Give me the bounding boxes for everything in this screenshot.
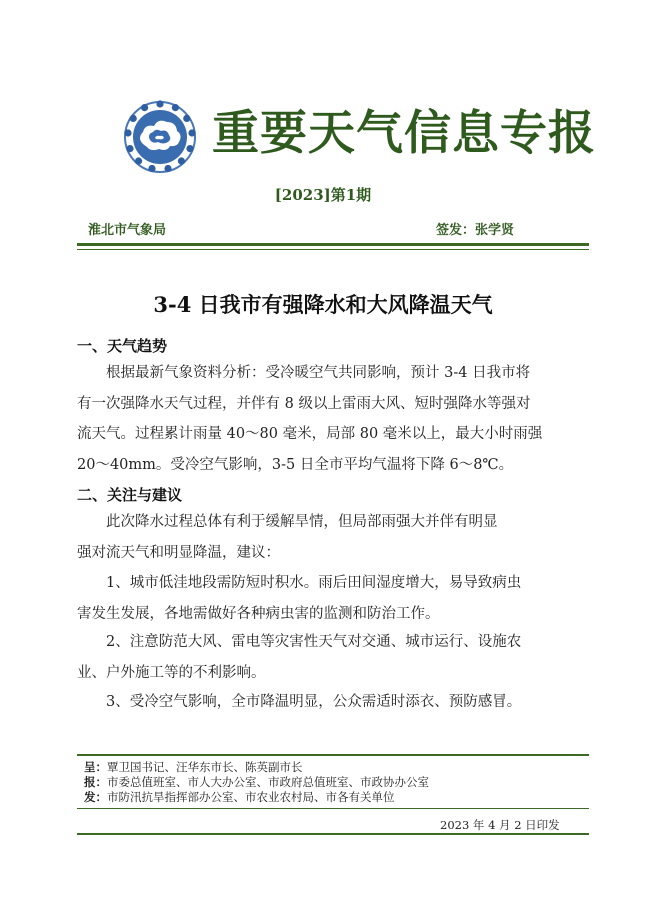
distribution-label: 呈： xyxy=(84,760,107,774)
trend-line: 根据最新气象资料分析：受冷暖空气共同影响，预计 3-4 日我市将 xyxy=(106,365,531,381)
section-heading-advice: 二、关注与建议 xyxy=(77,486,183,504)
section-heading-trend: 一、天气趋势 xyxy=(77,337,168,355)
signer: 签发：张学贤 xyxy=(436,223,515,238)
issuing-agency: 淮北市气象局 xyxy=(88,223,167,238)
meteorology-logo-icon xyxy=(123,100,197,174)
advice-line: 3、受冷空气影响，全市降温明显，公众需适时添衣、预防感冒。 xyxy=(106,694,522,710)
trend-line: 流天气。过程累计雨量 40～80 毫米，局部 80 毫米以上，最大小时雨强 xyxy=(77,426,543,442)
advice-intro-paragraph xyxy=(77,507,585,568)
printed-date: 2023 年 4 月 2 日印发 xyxy=(440,818,560,832)
trend-line: 有一次强降水天气过程，并伴有 8 级以上雷雨大风、短时强降水等强对 xyxy=(77,395,531,412)
footer-rule-bottom xyxy=(77,833,589,835)
advice-item-3 xyxy=(77,687,585,718)
distribution-text: 市防汛抗旱指挥部办公室、市农业农村局、市各有关单位 xyxy=(107,790,395,804)
report-title: 重要天气信息专报 xyxy=(212,106,596,161)
advice-line: 此次降水过程总体有利于缓解旱情，但局部雨强大并伴有明显 xyxy=(106,514,498,530)
footer-rule-middle xyxy=(77,808,589,809)
advice-item-1 xyxy=(77,568,585,629)
distribution-label: 报： xyxy=(84,775,107,789)
distribution-text: 覃卫国书记、汪华东市长、陈英副市长 xyxy=(107,760,303,774)
header-rule-thick xyxy=(77,243,589,246)
distribution-row-report xyxy=(84,774,429,790)
advice-line: 2、注意防范大风、雷电等灾害性天气对交通、城市运行、设施农 xyxy=(106,634,522,650)
header-rule-thin xyxy=(77,249,589,250)
advice-line: 强对流天气和明显降温，建议： xyxy=(77,544,280,561)
distribution-row-present xyxy=(84,759,303,775)
advice-item-2 xyxy=(77,627,585,688)
advice-line: 业、户外施工等的不利影响。 xyxy=(77,664,266,681)
advice-line: 1、城市低洼地段需防短时积水。雨后田间湿度增大，易导致病虫 xyxy=(106,575,522,591)
distribution-label: 发： xyxy=(84,790,107,804)
headline: 3-4 日我市有强降水和大风降温天气 xyxy=(153,292,493,317)
footer-rule-top xyxy=(77,754,589,756)
advice-line: 害发生发展，各地需做好各种病虫害的监测和防治工作。 xyxy=(77,605,440,622)
trend-line: 20～40mm。受冷空气影响，3-5 日全市平均气温将下降 6～8℃。 xyxy=(77,456,514,473)
trend-paragraph xyxy=(77,358,585,480)
issue-number: [2023]第1期 xyxy=(274,186,372,204)
distribution-text: 市委总值班室、市人大办公室、市政府总值班室、市政协办公室 xyxy=(107,775,429,789)
distribution-row-send xyxy=(84,789,395,805)
